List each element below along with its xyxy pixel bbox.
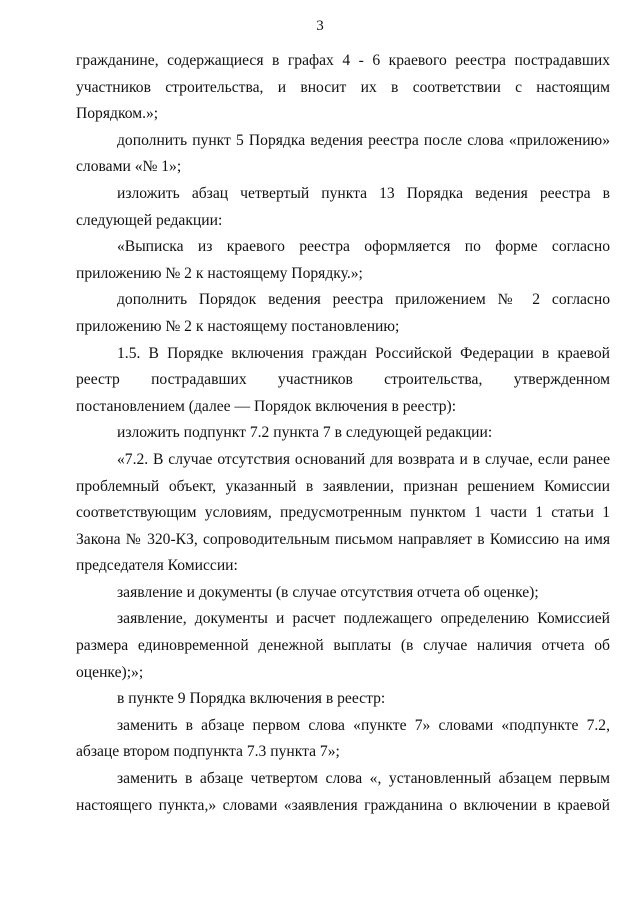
- paragraph: [76, 766, 610, 819]
- paragraph: [76, 713, 610, 766]
- text-line: «Выписка из краевого реестра оформляется по форме согласно: [117, 238, 610, 256]
- text-line: председателя Комиссии:: [76, 557, 238, 575]
- text-line: изложить подпункт 7.2 пункта 7 в следующей редакции:: [117, 424, 493, 442]
- text-line: приложению № 2 к настоящему Порядку.»;: [76, 264, 363, 282]
- paragraph: [76, 580, 610, 607]
- text-line: заменить в абзаце четвертом слова «, установленный абзацем первым: [117, 770, 610, 788]
- text-line: дополнить Порядок ведения реестра приложением № 2 согласно: [117, 291, 610, 309]
- paragraph: [76, 287, 610, 340]
- text-line: заявление и документы (в случае отсутствия отчета об оценке);: [117, 583, 539, 601]
- text-line: реестр пострадавших участников строительства, утвержденном: [76, 371, 610, 389]
- text-line: соответствующим условиям, предусмотренным пунктом 1 части 1 статьи 1: [76, 504, 610, 522]
- paragraph: [76, 686, 610, 713]
- paragraph: [76, 128, 610, 181]
- text-line: постановлением (далее — Порядок включения в реестр):: [76, 397, 457, 415]
- text-line: следующей редакции:: [76, 211, 223, 229]
- text-line: 1.5. В Порядке включения граждан Российской Федерации в краевой: [117, 344, 610, 362]
- text-line: заменить в абзаце первом слова «пункте 7» словами «подпункте 7.2,: [117, 716, 610, 734]
- text-line: проблемный объект, указанный в заявлении, признан решением Комиссии: [76, 477, 610, 495]
- text-line: настоящего пункта,» словами «заявления гражданина о включении в краевой: [76, 796, 610, 814]
- paragraph: [76, 48, 610, 128]
- text-line: гражданине, содержащиеся в графах 4 - 6 краевого реестра пострадавших: [76, 52, 610, 69]
- text-line: размера единовременной денежной выплаты (в случае наличия отчета об: [76, 637, 610, 655]
- paragraph: [76, 420, 610, 447]
- text-line: участников строительства, и вносит их в соответствии с настоящим: [76, 78, 610, 96]
- text-line: дополнить пункт 5 Порядка ведения реестра после слова «приложению»: [117, 131, 610, 149]
- text-line: заявление, документы и расчет подлежащего определению Комиссией: [117, 610, 610, 628]
- text-line: словами «№ 1»;: [76, 158, 182, 176]
- page-number: 3: [316, 18, 324, 34]
- paragraph: [76, 341, 610, 421]
- text-line: в пункте 9 Порядка включения в реестр:: [117, 690, 386, 708]
- document-body: [76, 48, 610, 819]
- text-line: приложению № 2 к настоящему постановлению;: [76, 317, 400, 335]
- text-line: Закона № 320-КЗ, сопроводительным письмом направляет в Комиссию на имя: [76, 530, 610, 548]
- text-line: «7.2. В случае отсутствия оснований для возврата и в случае, если ранее: [117, 450, 610, 468]
- paragraph: [76, 447, 610, 580]
- text-line: изложить абзац четвертый пункта 13 Порядка ведения реестра в: [117, 184, 610, 202]
- text-line: Порядком.»;: [76, 105, 159, 123]
- paragraph: [76, 181, 610, 234]
- paragraph: [76, 234, 610, 287]
- text-line: оценке);»;: [76, 663, 144, 681]
- text-line: абзаце втором подпункта 7.3 пункта 7»;: [76, 743, 340, 761]
- paragraph: [76, 606, 610, 686]
